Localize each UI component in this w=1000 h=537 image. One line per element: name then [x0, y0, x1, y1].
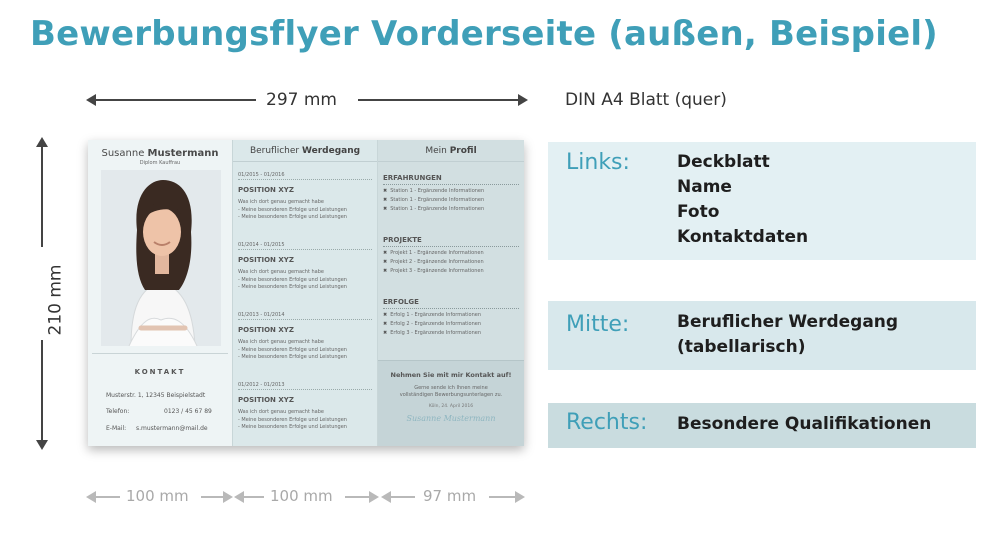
bullet-x-icon: ✖	[383, 250, 388, 256]
section-item	[383, 312, 519, 318]
section-item	[383, 250, 519, 256]
info-key-links: Links:	[566, 150, 630, 175]
info-value: Kontaktdaten	[677, 227, 809, 247]
bullet-x-icon: ✖	[383, 259, 388, 265]
width-label: 297 mm	[266, 90, 337, 110]
entry-line: - Meine besonderen Erfolge und Leistungen	[238, 284, 347, 290]
kontakt-phone: 0123 / 45 67 89	[164, 408, 212, 415]
flyer-first-name: Susanne	[101, 148, 145, 159]
info-values-links	[677, 150, 808, 250]
col-left-width-label: 100 mm	[126, 487, 189, 505]
entry-position: POSITION XYZ	[238, 256, 294, 264]
entry-line: - Meine besonderen Erfolge und Leistungen	[238, 206, 347, 213]
portrait-illustration	[101, 170, 221, 346]
section-item-text: Station 1 - Ergänzende Informationen	[390, 206, 485, 212]
entry-position: POSITION XYZ	[238, 186, 294, 194]
section-item	[383, 259, 519, 265]
info-box-links	[548, 142, 976, 260]
flyer-middle-column	[233, 140, 378, 446]
contact-cta-box	[378, 360, 524, 446]
info-value: Deckblatt	[677, 152, 770, 172]
werdegang-entry	[238, 242, 372, 292]
info-value: Beruflicher Werdegang	[677, 312, 899, 332]
page-title: Bewerbungsflyer Vorderseite (außen, Beispiel)	[30, 14, 938, 54]
entry-text	[238, 409, 372, 432]
section-item-text: Projekt 1 - Ergänzende Informationen	[390, 250, 484, 256]
height-arrow-bottom	[41, 340, 43, 448]
section-item-text: Erfolg 1 - Ergänzende Informationen	[390, 312, 481, 318]
section-item-text: Erfolg 2 - Ergänzende Informationen	[390, 321, 481, 327]
profil-section	[383, 174, 519, 212]
section-item-text: Station 1 - Ergänzende Informationen	[390, 188, 485, 194]
cta-date: Köln, 24. April 2016	[428, 403, 474, 409]
cta-line: vollständigen Bewerbungsunterlagen zu.	[399, 392, 503, 399]
sheet-label: DIN A4 Blatt (quer)	[565, 90, 727, 110]
flyer-name	[88, 148, 232, 159]
entry-position: POSITION XYZ	[238, 396, 294, 404]
werdegang-entry	[238, 382, 372, 432]
flyer-preview	[88, 140, 524, 446]
entry-line: Was ich dort genau gemacht habe	[238, 199, 324, 205]
bullet-x-icon: ✖	[383, 312, 388, 318]
col-right-arrow-b	[489, 496, 523, 498]
section-item-text: Station 1 - Ergänzende Informationen	[390, 197, 485, 203]
werdegang-entry	[238, 172, 372, 222]
width-arrow-right	[358, 99, 526, 101]
entry-line: - Meine besonderen Erfolge und Leistungen	[238, 214, 347, 220]
portrait-photo	[101, 170, 221, 346]
col-right-arrow-a	[383, 496, 415, 498]
col-right-width-label: 97 mm	[423, 487, 477, 505]
entry-date: 01/2013 - 01/2014	[238, 312, 372, 320]
profil-heading	[378, 140, 524, 162]
entry-line: Was ich dort genau gemacht habe	[238, 339, 324, 345]
cta-text	[378, 385, 524, 400]
section-title: ERFOLGE	[383, 298, 519, 309]
col-mid-width-label: 100 mm	[270, 487, 333, 505]
bullet-x-icon: ✖	[383, 330, 388, 336]
section-item-text: Erfolg 3 - Ergänzende Informationen	[390, 330, 481, 336]
cta-line: Gerne sende ich Ihnen meine	[414, 385, 488, 391]
info-value: Name	[677, 177, 732, 197]
entry-line: Was ich dort genau gemacht habe	[238, 409, 324, 415]
info-value: Foto	[677, 202, 720, 222]
info-values-mitte	[677, 310, 898, 360]
height-arrow-top	[41, 139, 43, 247]
section-item	[383, 268, 519, 274]
col-mid-arrow-a	[236, 496, 264, 498]
info-box-rechts	[548, 403, 976, 448]
kontakt-email: s.mustermann@mail.de	[136, 425, 208, 432]
flyer-subtitle: Diplom Kauffrau	[139, 160, 181, 166]
entry-text	[238, 199, 372, 222]
entry-line: - Meine besonderen Erfolge und Leistungen	[238, 416, 347, 423]
werdegang-heading-prefix: Beruflicher	[249, 146, 300, 156]
info-key-mitte: Mitte:	[566, 312, 630, 337]
entry-text	[238, 269, 372, 292]
kontakt-phone-label: Telefon:	[106, 408, 130, 415]
section-title: PROJEKTE	[383, 236, 519, 247]
entry-line: Was ich dort genau gemacht habe	[238, 269, 324, 275]
flyer-last-name: Mustermann	[147, 148, 219, 159]
info-values-rechts	[677, 412, 931, 437]
werdegang-heading-bold: Werdegang	[302, 146, 361, 156]
section-item	[383, 188, 519, 194]
entry-line: - Meine besonderen Erfolge und Leistungen	[238, 424, 347, 430]
section-title: ERFAHRUNGEN	[383, 174, 519, 185]
section-item	[383, 206, 519, 212]
section-item-text: Projekt 2 - Ergänzende Informationen	[390, 259, 484, 265]
bullet-x-icon: ✖	[383, 188, 388, 194]
width-arrow-left	[88, 99, 256, 101]
section-item	[383, 321, 519, 327]
bullet-x-icon: ✖	[383, 197, 388, 203]
section-item	[383, 330, 519, 336]
info-key-rechts: Rechts:	[566, 410, 648, 435]
col-left-arrow-b	[201, 496, 231, 498]
kontakt-address: Musterstr. 1, 12345 Beispielstadt	[106, 392, 206, 399]
height-label: 210 mm	[45, 264, 66, 336]
entry-position: POSITION XYZ	[238, 326, 294, 334]
werdegang-entry	[238, 312, 372, 362]
info-value: Besondere Qualifikationen	[677, 414, 932, 434]
info-value: (tabellarisch)	[677, 337, 806, 357]
flyer-left-column	[88, 140, 233, 446]
bullet-x-icon: ✖	[383, 268, 388, 274]
entry-date: 01/2014 - 01/2015	[238, 242, 372, 250]
bullet-x-icon: ✖	[383, 206, 388, 212]
section-item-text: Projekt 3 - Ergänzende Informationen	[390, 268, 484, 274]
entry-date: 01/2012 - 01/2013	[238, 382, 372, 390]
kontakt-heading: KONTAKT	[134, 368, 186, 376]
bullet-x-icon: ✖	[383, 321, 388, 327]
col-mid-arrow-b	[345, 496, 377, 498]
profil-section	[383, 236, 519, 274]
section-item	[383, 197, 519, 203]
cta-title: Nehmen Sie mit mir Kontakt auf!	[390, 371, 512, 379]
entry-line: - Meine besonderen Erfolge und Leistungen	[238, 354, 347, 360]
col-left-arrow-a	[88, 496, 120, 498]
werdegang-heading	[233, 140, 377, 162]
info-box-mitte	[548, 301, 976, 370]
flyer-right-column	[378, 140, 524, 446]
entry-line: - Meine besonderen Erfolge und Leistungen	[238, 276, 347, 283]
profil-heading-prefix: Mein	[425, 146, 447, 156]
profil-section	[383, 298, 519, 336]
kontakt-divider	[92, 353, 228, 354]
kontakt-email-label: E-Mail:	[106, 425, 127, 432]
entry-line: - Meine besonderen Erfolge und Leistungen	[238, 346, 347, 353]
signature: Susanne Mustermann	[406, 413, 496, 423]
entry-date: 01/2015 - 01/2016	[238, 172, 372, 180]
profil-heading-bold: Profil	[449, 146, 477, 156]
entry-text	[238, 339, 372, 362]
